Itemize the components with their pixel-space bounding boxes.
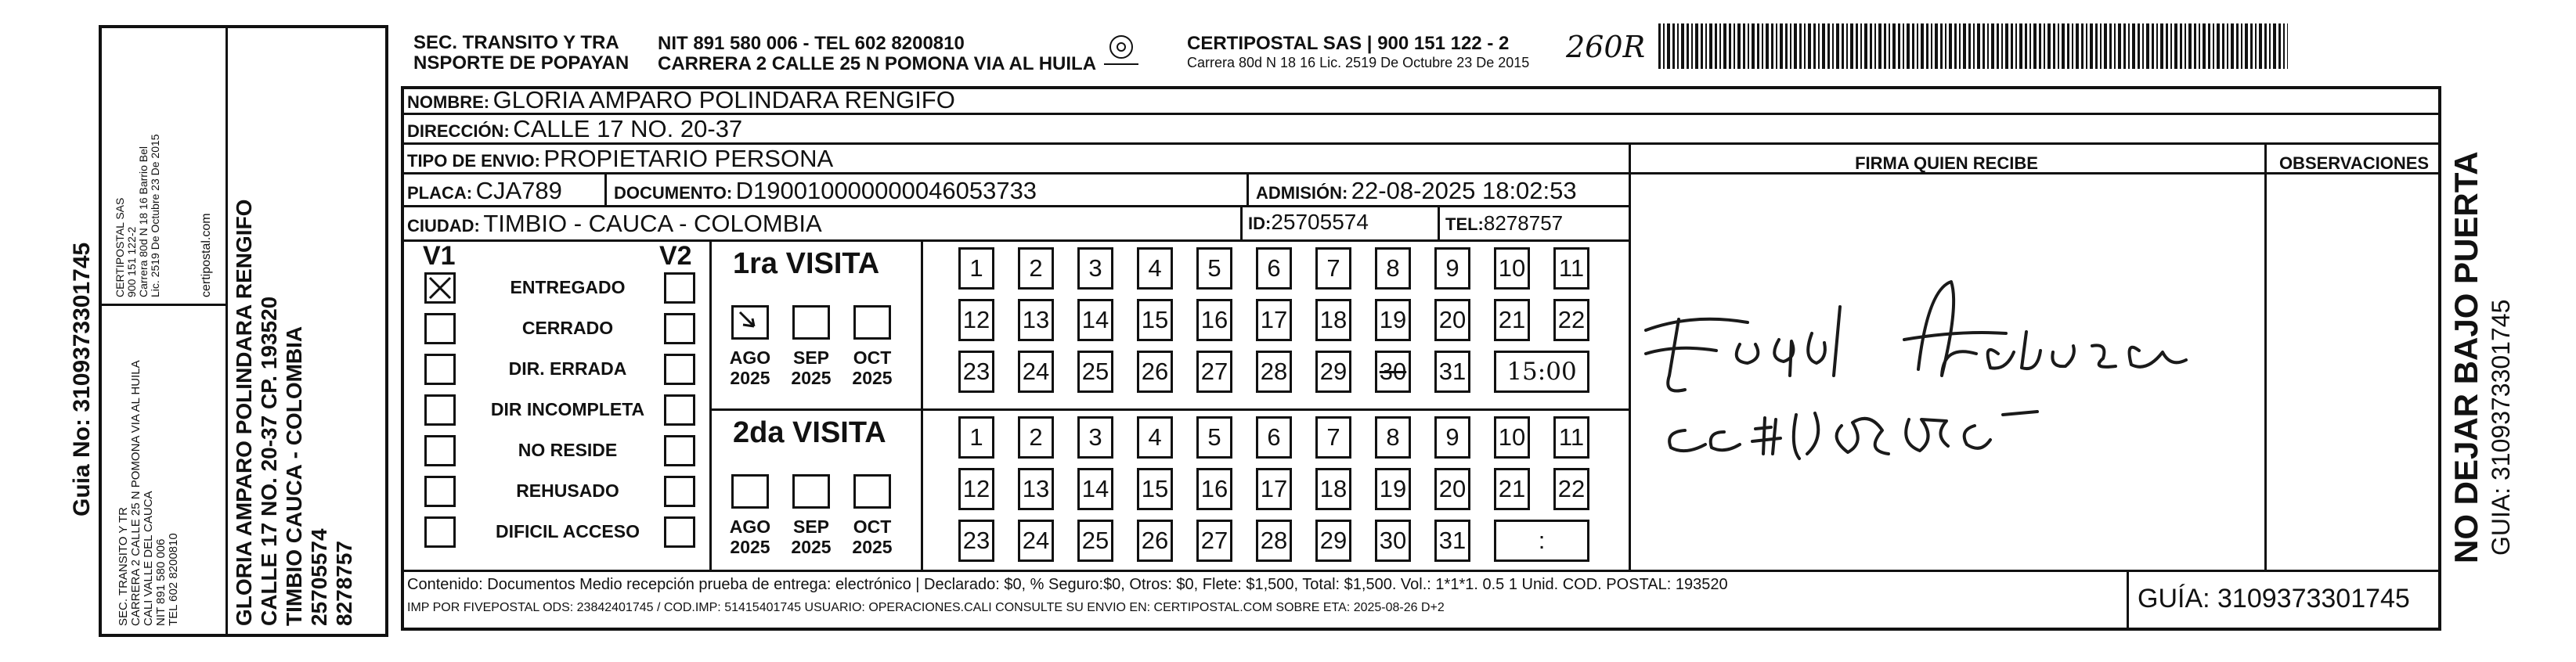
visit-2-day-cell[interactable]: 1 <box>958 416 994 459</box>
v2-checkbox-4[interactable] <box>664 435 695 466</box>
visit-2-day-cell[interactable]: 12 <box>958 468 994 510</box>
visit-2-day-cell[interactable]: 22 <box>1553 468 1589 510</box>
visit-1-month-label <box>849 347 896 388</box>
courier-logo-icon <box>1099 33 1143 69</box>
month-year: 2025 <box>730 368 770 388</box>
sender-name: SEC. TRANSITO Y TRA NSPORTE DE POPAYAN <box>413 32 630 74</box>
visit-1-day-cell[interactable]: 15 <box>1137 299 1173 341</box>
visit-1-day-cell[interactable]: 31 <box>1434 351 1470 393</box>
visit-1-day-cell[interactable]: 28 <box>1256 351 1292 393</box>
visit-1-title: 1ra VISITA <box>733 247 880 280</box>
visit-2-day-cell[interactable]: 31 <box>1434 520 1470 562</box>
visit-2-day-cell[interactable]: 29 <box>1315 520 1351 562</box>
visit-2-day-cell[interactable]: 11 <box>1553 416 1589 459</box>
visit-1-day-cell[interactable]: 27 <box>1196 351 1232 393</box>
status-option-label: DIR. ERRADA <box>508 358 627 379</box>
visit-1-day-cell[interactable]: 17 <box>1256 299 1292 341</box>
visit-1-day-cell[interactable]: 13 <box>1018 299 1054 341</box>
direccion-field: DIRECCIÓN: CALLE 17 NO. 20-37 <box>407 115 743 142</box>
visit-2-day-cell[interactable]: 15 <box>1137 468 1173 510</box>
visit-2-day-cell[interactable]: 25 <box>1077 520 1113 562</box>
documento-field: DOCUMENTO: D190010000000046053733 <box>614 177 1037 204</box>
visit-2-month-label <box>849 516 896 557</box>
visit-2-day-cell[interactable]: 2 <box>1018 416 1054 459</box>
status-option-label: DIR INCOMPLETA <box>490 399 645 419</box>
courier-name: CERTIPOSTAL SAS | 900 151 122 - 2 <box>1187 33 1510 54</box>
month-name: SEP <box>792 516 830 537</box>
visit-1-day-cell[interactable]: 1 <box>958 247 994 290</box>
tipo-envio-field: TIPO DE ENVIO: PROPIETARIO PERSONA <box>407 145 834 172</box>
visit-1-day-cell[interactable]: 20 <box>1434 299 1470 341</box>
visit-2-day-cell[interactable]: 10 <box>1494 416 1530 459</box>
visit-2-title: 2da VISITA <box>733 416 886 449</box>
visit-2-day-cell[interactable]: 23 <box>958 520 994 562</box>
visit-1-day-cell[interactable]: 21 <box>1494 299 1530 341</box>
v1-checkbox-3[interactable] <box>424 394 456 426</box>
barcode <box>1658 23 2288 69</box>
visit-1-month-label <box>788 347 835 388</box>
visit-2-day-cell[interactable]: 3 <box>1077 416 1113 459</box>
status-option-label: NO RESIDE <box>518 440 618 460</box>
month-name: OCT <box>853 516 892 537</box>
visit-1-day-cell[interactable]: 8 <box>1375 247 1411 290</box>
month-name: OCT <box>853 347 892 368</box>
visit-2-month-checkbox-1[interactable] <box>792 474 830 509</box>
visit-1-day-cell[interactable]: 3 <box>1077 247 1113 290</box>
visit-2-day-cell[interactable]: 16 <box>1196 468 1232 510</box>
visit-1-month-checkbox-1[interactable] <box>792 305 830 340</box>
v2-checkbox-5[interactable] <box>664 476 695 507</box>
visit-1-day-cell[interactable]: 12 <box>958 299 994 341</box>
visit-1-day-cell[interactable]: 11 <box>1553 247 1589 290</box>
status-option-label: CERRADO <box>521 318 614 338</box>
visit-1-day-cell[interactable]: 6 <box>1256 247 1292 290</box>
visit-2-day-cell[interactable]: 20 <box>1434 468 1470 510</box>
visit-1-day-cell[interactable]: 29 <box>1315 351 1351 393</box>
visit-2-time-cell[interactable]: : <box>1494 520 1589 562</box>
visit-2-day-cell[interactable]: 6 <box>1256 416 1292 459</box>
visit-1-month-label <box>727 347 774 388</box>
visit-1-day-cell[interactable]: 9 <box>1434 247 1470 290</box>
observaciones-label: OBSERVACIONES <box>2278 153 2430 173</box>
v1-checkbox-4[interactable] <box>424 435 456 466</box>
signature <box>1630 258 2257 493</box>
visit-1-day-cell[interactable]: 26 <box>1137 351 1173 393</box>
visit-1-day-cell[interactable]: 22 <box>1553 299 1589 341</box>
visit-2-day-cell[interactable]: 19 <box>1375 468 1411 510</box>
visit-1-day-cell[interactable]: 18 <box>1315 299 1351 341</box>
visit-2-day-cell[interactable]: 8 <box>1375 416 1411 459</box>
visit-1-day-cell[interactable]: 16 <box>1196 299 1232 341</box>
visit-1-day-cell[interactable]: 4 <box>1137 247 1173 290</box>
status-option-label: REHUSADO <box>516 480 619 501</box>
visit-2-day-cell[interactable]: 17 <box>1256 468 1292 510</box>
id-field: ID:25705574 <box>1248 210 1369 234</box>
guia-number-vertical: Guia No: 3109373301745 <box>69 242 95 516</box>
visit-1-day-cell[interactable]: 14 <box>1077 299 1113 341</box>
visit-2-day-cell[interactable]: 21 <box>1494 468 1530 510</box>
sender-nit: NIT 891 580 006 - TEL 602 8200810 <box>658 33 965 54</box>
visit-1-day-cell[interactable]: 2 <box>1018 247 1054 290</box>
nombre-field: NOMBRE: GLORIA AMPARO POLINDARA RENGIFO <box>407 86 955 113</box>
left-recipient-block: GLORIA AMPARO POLINDARA RENGIFO CALLE 17 NO. 20-37 CP. 193520 TIMBIO CAUCA - COLOMBIA 25705574 8278757 <box>232 199 356 626</box>
v1-label: V1 <box>423 241 456 271</box>
v2-checkbox-6[interactable] <box>664 516 695 548</box>
footer-contenido: Contenido: Documentos Medio recepción prueba de entrega: electrónico | Declarado: $0, % Seguro:$0, Otros: $0, Flete: $1,500, Total: $1,500. Vol.: 1*1*1. 0.5 1 Unid. COD. POSTAL: 193520 <box>407 576 1728 593</box>
visit-1-day-cell[interactable]: 30 <box>1375 351 1411 393</box>
v2-checkbox-2[interactable] <box>664 354 695 385</box>
visit-1-day-cell[interactable]: 23 <box>958 351 994 393</box>
month-year: 2025 <box>730 537 770 557</box>
left-sender-block: SEC. TRANSITO Y TR CARRERA 2 CALLE 25 N POMONA VIA AL HUILA CALI VALLE DEL CAUCA NIT 891 580 006 TEL 602 8200810 <box>117 360 180 626</box>
tel-field: TEL:8278757 <box>1445 211 1564 235</box>
visit-2-month-checkbox-2[interactable] <box>853 474 891 509</box>
no-dejar-bajo-puerta: NO DEJAR BAJO PUERTA <box>2448 151 2484 563</box>
v1-checkbox-0[interactable] <box>424 272 456 304</box>
visit-1-time-cell[interactable]: 15:00 <box>1494 351 1589 393</box>
right-guia: GUIA: 3109373301745 <box>2487 299 2515 556</box>
v1-checkbox-2[interactable] <box>424 354 456 385</box>
visit-2-month-checkbox-0[interactable] <box>731 474 769 509</box>
courier-address: Carrera 80d N 18 16 Lic. 2519 De Octubre 23 De 2015 <box>1187 55 1530 70</box>
visit-1-day-cell[interactable]: 19 <box>1375 299 1411 341</box>
visit-2-day-cell[interactable]: 9 <box>1434 416 1470 459</box>
v2-label: V2 <box>659 241 692 271</box>
handwritten-code: 260R <box>1566 30 1646 64</box>
visit-2-day-cell[interactable]: 18 <box>1315 468 1351 510</box>
left-website: certipostal.com <box>200 213 213 297</box>
visit-2-month-label <box>727 516 774 557</box>
month-name: AGO <box>729 347 771 368</box>
visit-1-day-cell[interactable]: 24 <box>1018 351 1054 393</box>
v2-checkbox-0[interactable] <box>664 272 695 304</box>
footer-imp: IMP POR FIVEPOSTAL ODS: 23842401745 / COD.IMP: 51415401745 USUARIO: OPERACIONES.CALI CONSULTE SU ENVIO EN: CERTIPOSTAL.COM SOBRE ETA: 2025-08-26 D+2 <box>407 601 1445 614</box>
firma-label: FIRMA QUIEN RECIBE <box>1855 153 2038 173</box>
placa-field: PLACA: CJA789 <box>407 177 562 204</box>
visit-2-day-cell[interactable]: 14 <box>1077 468 1113 510</box>
month-year: 2025 <box>852 368 893 388</box>
left-courier-block: CERTIPOSTAL SAS 900 151 122-2 Carrera 80d N 18 16 Barrio Bel Lic. 2519 De Octubre 23 De 2015 <box>114 134 161 297</box>
visit-2-day-cell[interactable]: 30 <box>1375 520 1411 562</box>
month-year: 2025 <box>791 368 832 388</box>
v1-checkbox-5[interactable] <box>424 476 456 507</box>
ciudad-field: CIUDAD: TIMBIO - CAUCA - COLOMBIA <box>407 210 822 237</box>
visit-2-day-cell[interactable]: 27 <box>1196 520 1232 562</box>
month-name: AGO <box>729 516 771 537</box>
visit-2-day-cell[interactable]: 4 <box>1137 416 1173 459</box>
v1-checkbox-1[interactable] <box>424 313 456 344</box>
visit-2-day-cell[interactable]: 28 <box>1256 520 1292 562</box>
visit-2-day-cell[interactable]: 5 <box>1196 416 1232 459</box>
visit-1-day-cell[interactable]: 10 <box>1494 247 1530 290</box>
admision-field: ADMISIÓN: 22-08-2025 18:02:53 <box>1256 177 1577 204</box>
month-name: SEP <box>792 347 830 368</box>
visit-2-day-cell[interactable]: 26 <box>1137 520 1173 562</box>
visit-1-month-checkbox-2[interactable] <box>853 305 891 340</box>
v1-checkbox-6[interactable] <box>424 516 456 548</box>
v2-checkbox-1[interactable] <box>664 313 695 344</box>
footer-guia: GUÍA: 3109373301745 <box>2138 584 2410 613</box>
status-option-label: DIFICIL ACCESO <box>495 521 640 541</box>
visit-1-day-cell[interactable]: 5 <box>1196 247 1232 290</box>
visit-2-month-label <box>788 516 835 557</box>
visit-1-day-cell[interactable]: 7 <box>1315 247 1351 290</box>
month-year: 2025 <box>791 537 832 557</box>
month-year: 2025 <box>852 537 893 557</box>
visit-2-day-cell[interactable]: 7 <box>1315 416 1351 459</box>
visit-1-day-cell[interactable]: 25 <box>1077 351 1113 393</box>
visit-2-day-cell[interactable]: 13 <box>1018 468 1054 510</box>
v2-checkbox-3[interactable] <box>664 394 695 426</box>
sender-address: CARRERA 2 CALLE 25 N POMONA VIA AL HUILA <box>658 53 1097 74</box>
visit-2-day-cell[interactable]: 24 <box>1018 520 1054 562</box>
visit-1-month-checkbox-0[interactable] <box>731 305 769 340</box>
status-option-label: ENTREGADO <box>510 277 626 297</box>
